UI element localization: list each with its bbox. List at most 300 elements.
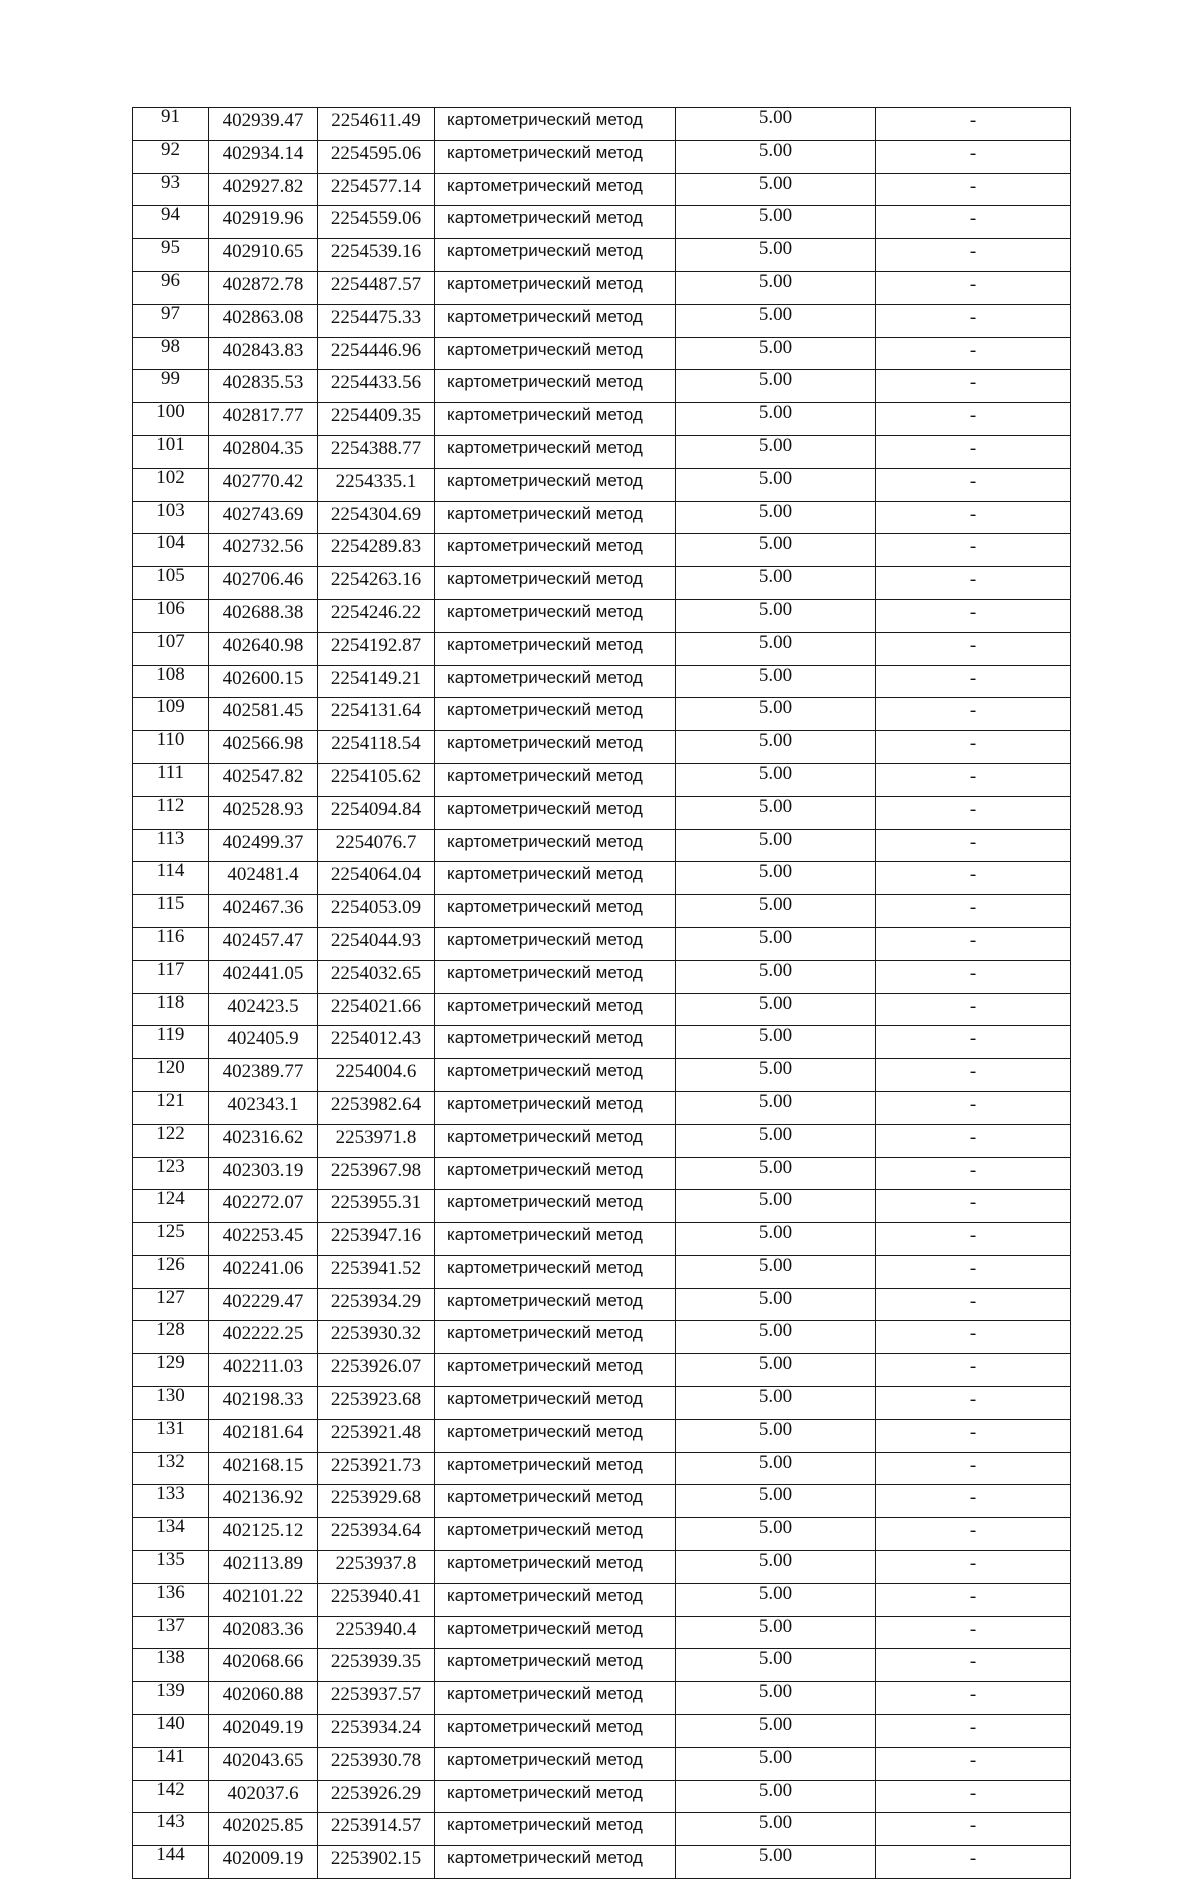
method-cell: картометрический метод xyxy=(435,403,676,436)
table-row xyxy=(133,1551,1071,1584)
description-cell: - xyxy=(876,1026,1071,1059)
x-coordinate-cell: 402168.15 xyxy=(209,1452,318,1485)
table-row xyxy=(133,1846,1071,1879)
table-row xyxy=(133,731,1071,764)
accuracy-cell: 5.00 xyxy=(676,1124,876,1157)
accuracy-cell: 5.00 xyxy=(676,173,876,206)
method-cell: картометрический метод xyxy=(435,1747,676,1780)
table-row xyxy=(133,435,1071,468)
point-number-cell: 111 xyxy=(133,763,209,796)
accuracy-cell: 5.00 xyxy=(676,1321,876,1354)
x-coordinate-cell: 402770.42 xyxy=(209,468,318,501)
method-cell: картометрический метод xyxy=(435,1190,676,1223)
method-cell: картометрический метод xyxy=(435,1387,676,1420)
method-cell: картометрический метод xyxy=(435,1813,676,1846)
accuracy-cell: 5.00 xyxy=(676,698,876,731)
table-row xyxy=(133,1649,1071,1682)
y-coordinate-cell: 2253941.52 xyxy=(318,1255,435,1288)
point-number-cell: 113 xyxy=(133,829,209,862)
point-number-cell: 95 xyxy=(133,239,209,272)
accuracy-cell: 5.00 xyxy=(676,271,876,304)
method-cell: картометрический метод xyxy=(435,239,676,272)
method-cell: картометрический метод xyxy=(435,1288,676,1321)
method-cell: картометрический метод xyxy=(435,567,676,600)
x-coordinate-cell: 402423.5 xyxy=(209,993,318,1026)
point-number-cell: 109 xyxy=(133,698,209,731)
point-number-cell: 110 xyxy=(133,731,209,764)
y-coordinate-cell: 2254335.1 xyxy=(318,468,435,501)
y-coordinate-cell: 2254192.87 xyxy=(318,632,435,665)
description-cell: - xyxy=(876,403,1071,436)
method-cell: картометрический метод xyxy=(435,1321,676,1354)
description-cell: - xyxy=(876,1190,1071,1223)
method-cell: картометрический метод xyxy=(435,1485,676,1518)
y-coordinate-cell: 2254487.57 xyxy=(318,271,435,304)
accuracy-cell: 5.00 xyxy=(676,108,876,141)
table-row xyxy=(133,1059,1071,1092)
x-coordinate-cell: 402101.22 xyxy=(209,1583,318,1616)
table-row xyxy=(133,1354,1071,1387)
method-cell: картометрический метод xyxy=(435,1059,676,1092)
point-number-cell: 91 xyxy=(133,108,209,141)
y-coordinate-cell: 2254539.16 xyxy=(318,239,435,272)
accuracy-cell: 5.00 xyxy=(676,1452,876,1485)
accuracy-cell: 5.00 xyxy=(676,1780,876,1813)
point-number-cell: 123 xyxy=(133,1157,209,1190)
accuracy-cell: 5.00 xyxy=(676,1387,876,1420)
table-row xyxy=(133,665,1071,698)
description-cell: - xyxy=(876,993,1071,1026)
point-number-cell: 122 xyxy=(133,1124,209,1157)
method-cell: картометрический метод xyxy=(435,337,676,370)
description-cell: - xyxy=(876,1059,1071,1092)
y-coordinate-cell: 2254004.6 xyxy=(318,1059,435,1092)
point-number-cell: 99 xyxy=(133,370,209,403)
description-cell: - xyxy=(876,796,1071,829)
x-coordinate-cell: 402068.66 xyxy=(209,1649,318,1682)
description-cell: - xyxy=(876,960,1071,993)
y-coordinate-cell: 2254595.06 xyxy=(318,140,435,173)
table-row xyxy=(133,1190,1071,1223)
description-cell: - xyxy=(876,763,1071,796)
description-cell: - xyxy=(876,1124,1071,1157)
table-row xyxy=(133,1419,1071,1452)
accuracy-cell: 5.00 xyxy=(676,206,876,239)
y-coordinate-cell: 2254012.43 xyxy=(318,1026,435,1059)
x-coordinate-cell: 402043.65 xyxy=(209,1747,318,1780)
y-coordinate-cell: 2254246.22 xyxy=(318,599,435,632)
accuracy-cell: 5.00 xyxy=(676,1026,876,1059)
accuracy-cell: 5.00 xyxy=(676,1616,876,1649)
method-cell: картометрический метод xyxy=(435,1780,676,1813)
table-row xyxy=(133,1780,1071,1813)
table-row xyxy=(133,1157,1071,1190)
x-coordinate-cell: 402457.47 xyxy=(209,927,318,960)
point-number-cell: 132 xyxy=(133,1452,209,1485)
point-number-cell: 118 xyxy=(133,993,209,1026)
accuracy-cell: 5.00 xyxy=(676,763,876,796)
point-number-cell: 125 xyxy=(133,1223,209,1256)
point-number-cell: 105 xyxy=(133,567,209,600)
point-number-cell: 133 xyxy=(133,1485,209,1518)
description-cell: - xyxy=(876,1747,1071,1780)
table-row xyxy=(133,1452,1071,1485)
accuracy-cell: 5.00 xyxy=(676,239,876,272)
x-coordinate-cell: 402316.62 xyxy=(209,1124,318,1157)
method-cell: картометрический метод xyxy=(435,1682,676,1715)
x-coordinate-cell: 402581.45 xyxy=(209,698,318,731)
description-cell: - xyxy=(876,599,1071,632)
description-cell: - xyxy=(876,1682,1071,1715)
table-row xyxy=(133,1715,1071,1748)
x-coordinate-cell: 402060.88 xyxy=(209,1682,318,1715)
point-number-cell: 101 xyxy=(133,435,209,468)
x-coordinate-cell: 402939.47 xyxy=(209,108,318,141)
table-row xyxy=(133,993,1071,1026)
description-cell: - xyxy=(876,140,1071,173)
accuracy-cell: 5.00 xyxy=(676,534,876,567)
x-coordinate-cell: 402009.19 xyxy=(209,1846,318,1879)
point-number-cell: 144 xyxy=(133,1846,209,1879)
accuracy-cell: 5.00 xyxy=(676,927,876,960)
y-coordinate-cell: 2254021.66 xyxy=(318,993,435,1026)
point-number-cell: 104 xyxy=(133,534,209,567)
x-coordinate-cell: 402481.4 xyxy=(209,862,318,895)
table-row xyxy=(133,1616,1071,1649)
x-coordinate-cell: 402872.78 xyxy=(209,271,318,304)
description-cell: - xyxy=(876,206,1071,239)
description-cell: - xyxy=(876,337,1071,370)
x-coordinate-cell: 402927.82 xyxy=(209,173,318,206)
table-row xyxy=(133,1485,1071,1518)
description-cell: - xyxy=(876,304,1071,337)
description-cell: - xyxy=(876,1223,1071,1256)
method-cell: картометрический метод xyxy=(435,1255,676,1288)
point-number-cell: 98 xyxy=(133,337,209,370)
method-cell: картометрический метод xyxy=(435,1583,676,1616)
description-cell: - xyxy=(876,1616,1071,1649)
x-coordinate-cell: 402125.12 xyxy=(209,1518,318,1551)
y-coordinate-cell: 2253947.16 xyxy=(318,1223,435,1256)
description-cell: - xyxy=(876,1354,1071,1387)
table-row xyxy=(133,468,1071,501)
point-number-cell: 94 xyxy=(133,206,209,239)
method-cell: картометрический метод xyxy=(435,1518,676,1551)
accuracy-cell: 5.00 xyxy=(676,1354,876,1387)
description-cell: - xyxy=(876,1091,1071,1124)
method-cell: картометрический метод xyxy=(435,829,676,862)
y-coordinate-cell: 2253934.29 xyxy=(318,1288,435,1321)
point-number-cell: 114 xyxy=(133,862,209,895)
y-coordinate-cell: 2253940.41 xyxy=(318,1583,435,1616)
table-row xyxy=(133,173,1071,206)
y-coordinate-cell: 2253926.07 xyxy=(318,1354,435,1387)
x-coordinate-cell: 402863.08 xyxy=(209,304,318,337)
y-coordinate-cell: 2253937.57 xyxy=(318,1682,435,1715)
accuracy-cell: 5.00 xyxy=(676,1747,876,1780)
description-cell: - xyxy=(876,1321,1071,1354)
y-coordinate-cell: 2254577.14 xyxy=(318,173,435,206)
point-number-cell: 134 xyxy=(133,1518,209,1551)
point-number-cell: 115 xyxy=(133,895,209,928)
y-coordinate-cell: 2253937.8 xyxy=(318,1551,435,1584)
y-coordinate-cell: 2253971.8 xyxy=(318,1124,435,1157)
description-cell: - xyxy=(876,501,1071,534)
table-row xyxy=(133,1288,1071,1321)
table-row xyxy=(133,403,1071,436)
point-number-cell: 119 xyxy=(133,1026,209,1059)
table-row xyxy=(133,632,1071,665)
accuracy-cell: 5.00 xyxy=(676,993,876,1026)
point-number-cell: 138 xyxy=(133,1649,209,1682)
description-cell: - xyxy=(876,271,1071,304)
x-coordinate-cell: 402441.05 xyxy=(209,960,318,993)
point-number-cell: 112 xyxy=(133,796,209,829)
method-cell: картометрический метод xyxy=(435,435,676,468)
y-coordinate-cell: 2254064.04 xyxy=(318,862,435,895)
x-coordinate-cell: 402222.25 xyxy=(209,1321,318,1354)
table-row xyxy=(133,1321,1071,1354)
point-number-cell: 121 xyxy=(133,1091,209,1124)
table-row xyxy=(133,1813,1071,1846)
y-coordinate-cell: 2254289.83 xyxy=(318,534,435,567)
accuracy-cell: 5.00 xyxy=(676,862,876,895)
method-cell: картометрический метод xyxy=(435,108,676,141)
accuracy-cell: 5.00 xyxy=(676,895,876,928)
accuracy-cell: 5.00 xyxy=(676,435,876,468)
table-row xyxy=(133,698,1071,731)
y-coordinate-cell: 2254076.7 xyxy=(318,829,435,862)
method-cell: картометрический метод xyxy=(435,731,676,764)
method-cell: картометрический метод xyxy=(435,534,676,567)
accuracy-cell: 5.00 xyxy=(676,1157,876,1190)
method-cell: картометрический метод xyxy=(435,1551,676,1584)
description-cell: - xyxy=(876,173,1071,206)
description-cell: - xyxy=(876,927,1071,960)
y-coordinate-cell: 2254304.69 xyxy=(318,501,435,534)
method-cell: картометрический метод xyxy=(435,1452,676,1485)
method-cell: картометрический метод xyxy=(435,501,676,534)
description-cell: - xyxy=(876,567,1071,600)
x-coordinate-cell: 402198.33 xyxy=(209,1387,318,1420)
method-cell: картометрический метод xyxy=(435,1026,676,1059)
y-coordinate-cell: 2253926.29 xyxy=(318,1780,435,1813)
description-cell: - xyxy=(876,435,1071,468)
accuracy-cell: 5.00 xyxy=(676,140,876,173)
x-coordinate-cell: 402706.46 xyxy=(209,567,318,600)
x-coordinate-cell: 402025.85 xyxy=(209,1813,318,1846)
x-coordinate-cell: 402688.38 xyxy=(209,599,318,632)
description-cell: - xyxy=(876,895,1071,928)
accuracy-cell: 5.00 xyxy=(676,1583,876,1616)
accuracy-cell: 5.00 xyxy=(676,1419,876,1452)
method-cell: картометрический метод xyxy=(435,698,676,731)
accuracy-cell: 5.00 xyxy=(676,1715,876,1748)
x-coordinate-cell: 402229.47 xyxy=(209,1288,318,1321)
x-coordinate-cell: 402136.92 xyxy=(209,1485,318,1518)
x-coordinate-cell: 402272.07 xyxy=(209,1190,318,1223)
x-coordinate-cell: 402732.56 xyxy=(209,534,318,567)
coordinates-table-body xyxy=(133,108,1071,1879)
x-coordinate-cell: 402528.93 xyxy=(209,796,318,829)
y-coordinate-cell: 2253934.24 xyxy=(318,1715,435,1748)
method-cell: картометрический метод xyxy=(435,468,676,501)
table-row xyxy=(133,108,1071,141)
point-number-cell: 141 xyxy=(133,1747,209,1780)
method-cell: картометрический метод xyxy=(435,632,676,665)
point-number-cell: 116 xyxy=(133,927,209,960)
point-number-cell: 102 xyxy=(133,468,209,501)
x-coordinate-cell: 402037.6 xyxy=(209,1780,318,1813)
y-coordinate-cell: 2254053.09 xyxy=(318,895,435,928)
method-cell: картометрический метод xyxy=(435,1354,676,1387)
x-coordinate-cell: 402083.36 xyxy=(209,1616,318,1649)
x-coordinate-cell: 402934.14 xyxy=(209,140,318,173)
table-row xyxy=(133,1255,1071,1288)
x-coordinate-cell: 402919.96 xyxy=(209,206,318,239)
method-cell: картометрический метод xyxy=(435,1616,676,1649)
table-row xyxy=(133,271,1071,304)
description-cell: - xyxy=(876,108,1071,141)
accuracy-cell: 5.00 xyxy=(676,1485,876,1518)
accuracy-cell: 5.00 xyxy=(676,1682,876,1715)
x-coordinate-cell: 402743.69 xyxy=(209,501,318,534)
y-coordinate-cell: 2253967.98 xyxy=(318,1157,435,1190)
description-cell: - xyxy=(876,829,1071,862)
y-coordinate-cell: 2254475.33 xyxy=(318,304,435,337)
accuracy-cell: 5.00 xyxy=(676,370,876,403)
y-coordinate-cell: 2254118.54 xyxy=(318,731,435,764)
x-coordinate-cell: 402817.77 xyxy=(209,403,318,436)
table-row xyxy=(133,829,1071,862)
y-coordinate-cell: 2254149.21 xyxy=(318,665,435,698)
y-coordinate-cell: 2254446.96 xyxy=(318,337,435,370)
method-cell: картометрический метод xyxy=(435,370,676,403)
y-coordinate-cell: 2254611.49 xyxy=(318,108,435,141)
y-coordinate-cell: 2253930.78 xyxy=(318,1747,435,1780)
table-row xyxy=(133,862,1071,895)
point-number-cell: 129 xyxy=(133,1354,209,1387)
description-cell: - xyxy=(876,698,1071,731)
description-cell: - xyxy=(876,370,1071,403)
y-coordinate-cell: 2253929.68 xyxy=(318,1485,435,1518)
table-row xyxy=(133,599,1071,632)
point-number-cell: 106 xyxy=(133,599,209,632)
description-cell: - xyxy=(876,1419,1071,1452)
x-coordinate-cell: 402600.15 xyxy=(209,665,318,698)
y-coordinate-cell: 2254409.35 xyxy=(318,403,435,436)
table-row xyxy=(133,140,1071,173)
description-cell: - xyxy=(876,1288,1071,1321)
point-number-cell: 137 xyxy=(133,1616,209,1649)
x-coordinate-cell: 402181.64 xyxy=(209,1419,318,1452)
method-cell: картометрический метод xyxy=(435,1846,676,1879)
table-row xyxy=(133,304,1071,337)
table-row xyxy=(133,1026,1071,1059)
accuracy-cell: 5.00 xyxy=(676,1091,876,1124)
method-cell: картометрический метод xyxy=(435,599,676,632)
x-coordinate-cell: 402566.98 xyxy=(209,731,318,764)
description-cell: - xyxy=(876,1813,1071,1846)
accuracy-cell: 5.00 xyxy=(676,796,876,829)
table-row xyxy=(133,534,1071,567)
point-number-cell: 126 xyxy=(133,1255,209,1288)
table-row xyxy=(133,1091,1071,1124)
accuracy-cell: 5.00 xyxy=(676,829,876,862)
table-row xyxy=(133,239,1071,272)
x-coordinate-cell: 402049.19 xyxy=(209,1715,318,1748)
y-coordinate-cell: 2254044.93 xyxy=(318,927,435,960)
description-cell: - xyxy=(876,1649,1071,1682)
x-coordinate-cell: 402211.03 xyxy=(209,1354,318,1387)
description-cell: - xyxy=(876,1715,1071,1748)
accuracy-cell: 5.00 xyxy=(676,337,876,370)
method-cell: картометрический метод xyxy=(435,1091,676,1124)
description-cell: - xyxy=(876,1780,1071,1813)
y-coordinate-cell: 2253982.64 xyxy=(318,1091,435,1124)
coordinates-table xyxy=(132,107,1071,1879)
method-cell: картометрический метод xyxy=(435,960,676,993)
accuracy-cell: 5.00 xyxy=(676,960,876,993)
description-cell: - xyxy=(876,731,1071,764)
table-row xyxy=(133,1223,1071,1256)
accuracy-cell: 5.00 xyxy=(676,403,876,436)
x-coordinate-cell: 402405.9 xyxy=(209,1026,318,1059)
y-coordinate-cell: 2253923.68 xyxy=(318,1387,435,1420)
description-cell: - xyxy=(876,1583,1071,1616)
point-number-cell: 139 xyxy=(133,1682,209,1715)
point-number-cell: 142 xyxy=(133,1780,209,1813)
accuracy-cell: 5.00 xyxy=(676,599,876,632)
method-cell: картометрический метод xyxy=(435,1649,676,1682)
y-coordinate-cell: 2253934.64 xyxy=(318,1518,435,1551)
x-coordinate-cell: 402843.83 xyxy=(209,337,318,370)
point-number-cell: 130 xyxy=(133,1387,209,1420)
x-coordinate-cell: 402835.53 xyxy=(209,370,318,403)
accuracy-cell: 5.00 xyxy=(676,304,876,337)
table-row xyxy=(133,1124,1071,1157)
y-coordinate-cell: 2253955.31 xyxy=(318,1190,435,1223)
table-row xyxy=(133,337,1071,370)
point-number-cell: 103 xyxy=(133,501,209,534)
description-cell: - xyxy=(876,1518,1071,1551)
method-cell: картометрический метод xyxy=(435,1223,676,1256)
y-coordinate-cell: 2254263.16 xyxy=(318,567,435,600)
x-coordinate-cell: 402547.82 xyxy=(209,763,318,796)
description-cell: - xyxy=(876,862,1071,895)
method-cell: картометрический метод xyxy=(435,993,676,1026)
x-coordinate-cell: 402804.35 xyxy=(209,435,318,468)
method-cell: картометрический метод xyxy=(435,1157,676,1190)
y-coordinate-cell: 2253939.35 xyxy=(318,1649,435,1682)
y-coordinate-cell: 2253902.15 xyxy=(318,1846,435,1879)
table-row xyxy=(133,960,1071,993)
accuracy-cell: 5.00 xyxy=(676,665,876,698)
method-cell: картометрический метод xyxy=(435,206,676,239)
table-row xyxy=(133,763,1071,796)
method-cell: картометрический метод xyxy=(435,271,676,304)
point-number-cell: 96 xyxy=(133,271,209,304)
y-coordinate-cell: 2254433.56 xyxy=(318,370,435,403)
description-cell: - xyxy=(876,1846,1071,1879)
method-cell: картометрический метод xyxy=(435,1419,676,1452)
x-coordinate-cell: 402303.19 xyxy=(209,1157,318,1190)
description-cell: - xyxy=(876,1157,1071,1190)
point-number-cell: 100 xyxy=(133,403,209,436)
x-coordinate-cell: 402640.98 xyxy=(209,632,318,665)
point-number-cell: 136 xyxy=(133,1583,209,1616)
table-row xyxy=(133,206,1071,239)
